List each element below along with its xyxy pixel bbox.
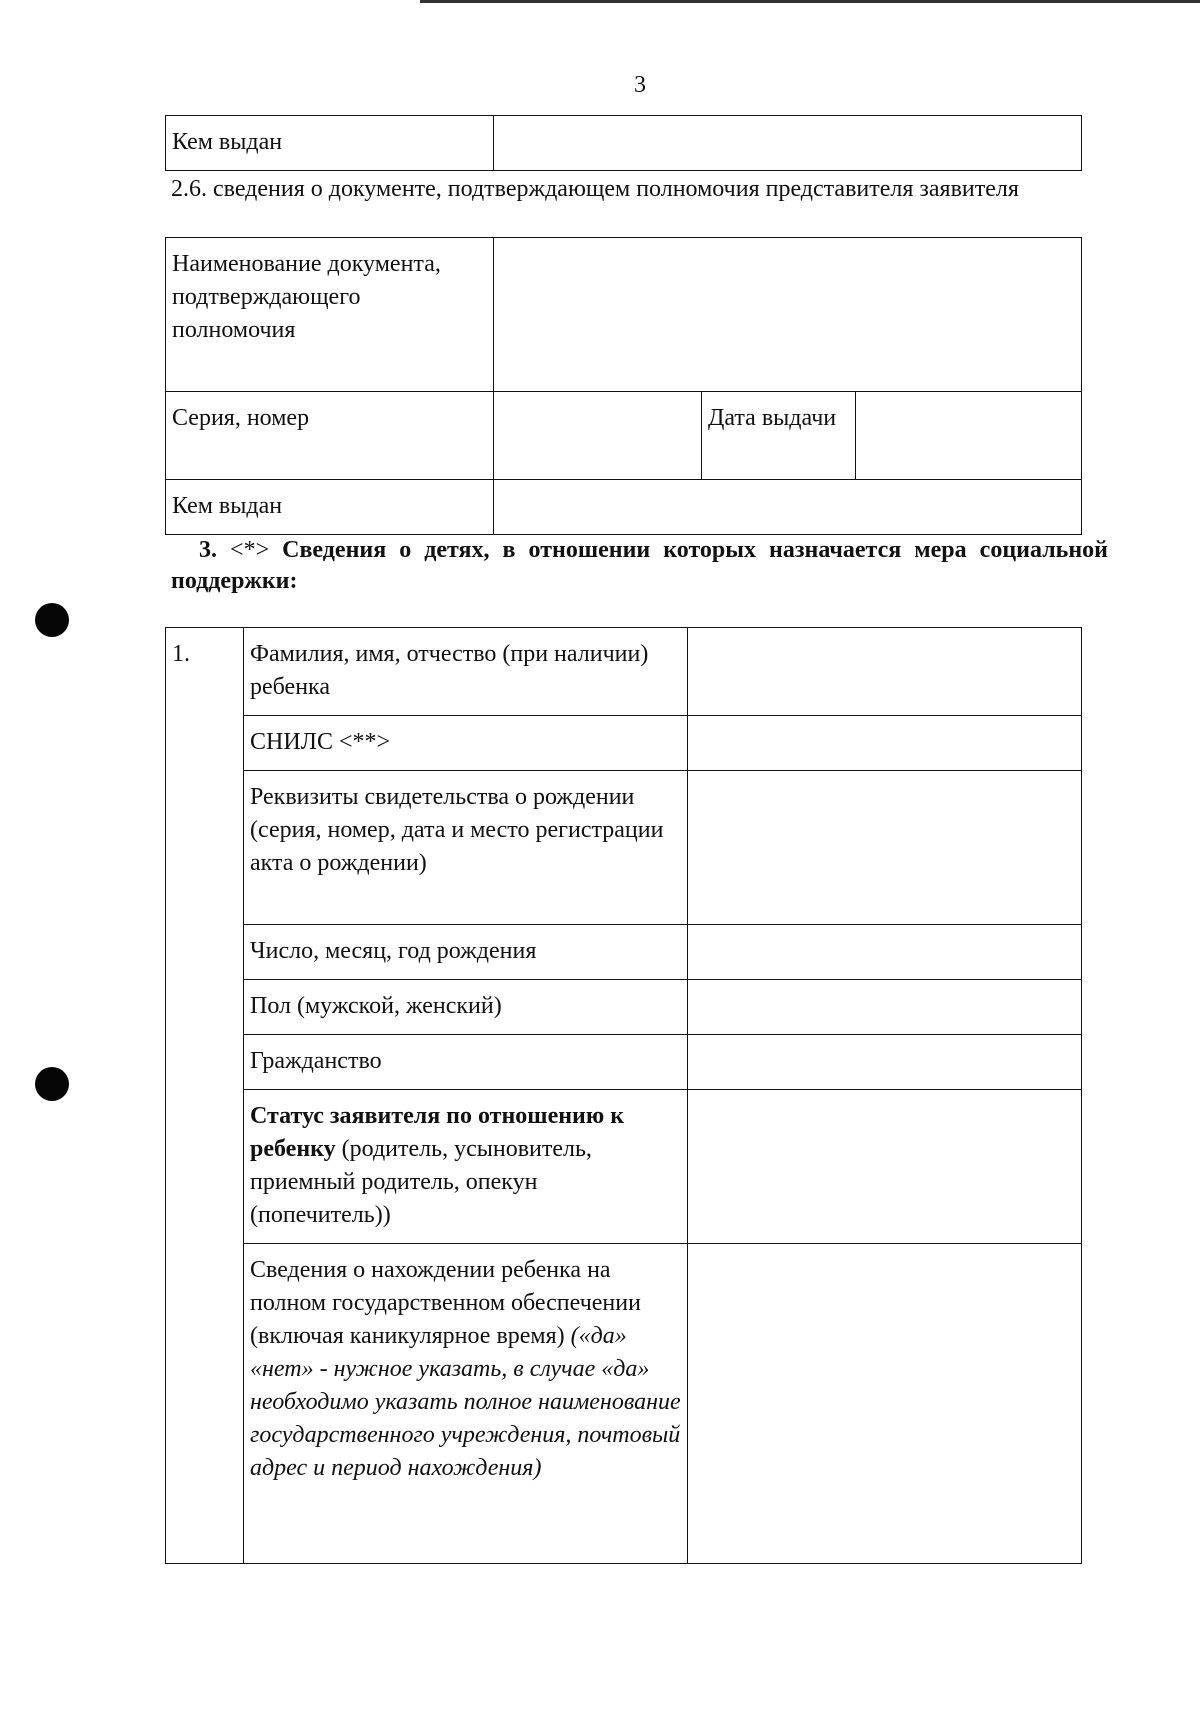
- applicant-status-label-rest: (родитель, усыновитель, приемный родитель, опекун (попечитель)): [250, 1136, 592, 1228]
- state-support-label-regular: Сведения о нахождении ребенка на полном государственном обеспечении (включая каникулярное время): [250, 1257, 641, 1349]
- child-snils-value-cell[interactable]: [688, 716, 1082, 771]
- issue-date-label: Дата выдачи: [702, 392, 856, 480]
- issue-date-value-cell[interactable]: [856, 392, 1082, 480]
- authority-issued-by-label: Кем выдан: [166, 480, 494, 535]
- applicant-status-label-bold: Статус заявителя по отношению к ребенку: [250, 1103, 625, 1162]
- issued-by-table: [165, 115, 1082, 171]
- section-3-heading: [171, 535, 1108, 597]
- child-birth-date-label: Число, месяц, год рождения: [244, 925, 688, 980]
- issued-by-value-cell[interactable]: [494, 116, 1082, 171]
- children-table: [165, 627, 1082, 1564]
- state-support-label-italic: («да» «нет» - нужное указать, в случае «да» необходимо указать полное наименование государственного учреждения, почтовый адрес и период нахождения): [250, 1323, 681, 1481]
- authority-document-table: [165, 237, 1082, 535]
- child-birth-certificate-label: Реквизиты свидетельства о рождении (серия, номер, дата и место регистрации акта о рождении): [244, 771, 688, 925]
- section-3-marker: <*>: [230, 537, 270, 563]
- section-3-number: 3.: [199, 537, 217, 563]
- child-citizenship-label: Гражданство: [244, 1035, 688, 1090]
- document-name-value-cell[interactable]: [494, 238, 1082, 392]
- page-number: 3: [634, 72, 646, 98]
- child-sex-label: Пол (мужской, женский): [244, 980, 688, 1035]
- state-support-value-cell[interactable]: [688, 1244, 1082, 1564]
- state-support-label: [244, 1244, 688, 1564]
- child-full-name-value-cell[interactable]: [688, 628, 1082, 716]
- applicant-status-value-cell[interactable]: [688, 1090, 1082, 1244]
- series-number-label: Серия, номер: [166, 392, 494, 480]
- child-full-name-label: Фамилия, имя, отчество (при наличии) ребенка: [244, 628, 688, 716]
- punch-hole-upper: [35, 603, 69, 637]
- document-name-label: Наименование документа, подтверждающего полномочия: [166, 238, 494, 392]
- child-birth-certificate-value-cell[interactable]: [688, 771, 1082, 925]
- child-snils-label: СНИЛС <**>: [244, 716, 688, 771]
- applicant-status-label: [244, 1090, 688, 1244]
- child-row-number: 1.: [166, 628, 244, 1564]
- child-citizenship-value-cell[interactable]: [688, 1035, 1082, 1090]
- section-3-colon: :: [289, 568, 298, 594]
- authority-issued-by-value-cell[interactable]: [494, 480, 1082, 535]
- section-2-6-heading: 2.6. сведения о документе, подтверждающем полномочия представителя заявителя: [171, 176, 1019, 202]
- section-3-title: Сведения о детях, в отношении которых назначается мера социальной поддержки: [171, 537, 1109, 594]
- punch-hole-lower: [35, 1067, 69, 1101]
- scan-top-edge-line: [420, 0, 1200, 3]
- series-number-value-cell[interactable]: [494, 392, 702, 480]
- child-birth-date-value-cell[interactable]: [688, 925, 1082, 980]
- issued-by-label: Кем выдан: [166, 116, 494, 171]
- child-sex-value-cell[interactable]: [688, 980, 1082, 1035]
